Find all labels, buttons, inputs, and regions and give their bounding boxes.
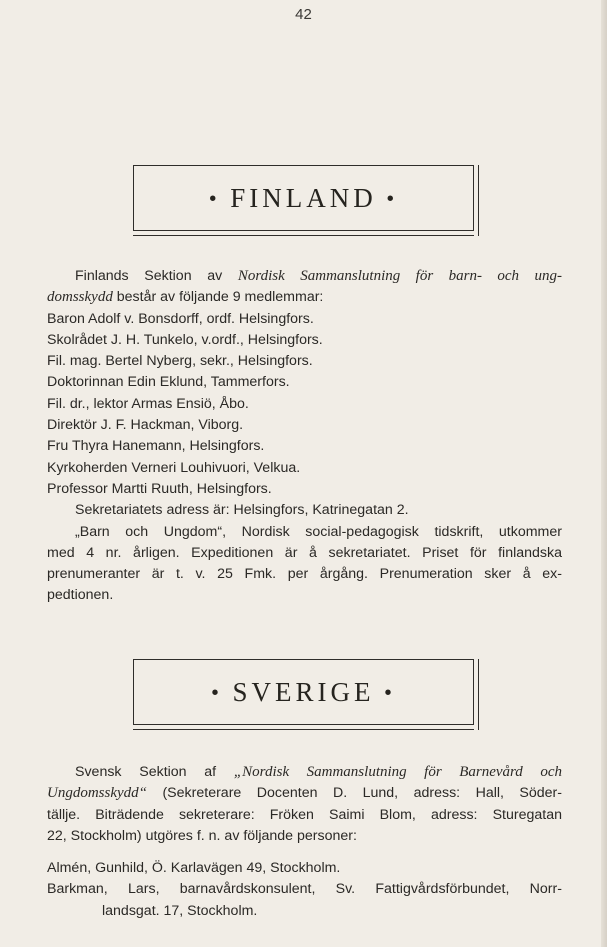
sverige-intro-line-1: Svensk Sektion af „Nordisk Sammanslutning för Barnevård och bbox=[75, 764, 562, 780]
finland-intro-line-2: domsskydd består av följande 9 medlemmar: bbox=[47, 289, 324, 306]
finland-journal-line-4: pedtionen. bbox=[47, 587, 114, 604]
finland-intro-line-1: Finlands Sektion av Nordisk Sammanslutning för barn- och ung- bbox=[75, 268, 562, 284]
finland-member: Baron Adolf v. Bonsdorff, ordf. Helsingfors. bbox=[47, 310, 314, 327]
bullet-icon: • bbox=[211, 681, 223, 704]
sverige-intro-line-3: tällje. Biträdende sekreterare: Fröken Saimi Blom, adress: Sturegatan bbox=[47, 806, 562, 823]
bullet-icon: • bbox=[384, 681, 396, 704]
finland-member: Fru Thyra Hanemann, Helsingfors. bbox=[47, 438, 265, 455]
sverige-section bbox=[47, 762, 562, 922]
finland-member: Fil. mag. Bertel Nyberg, sekr., Helsingfors. bbox=[47, 353, 313, 370]
finland-member: Fil. dr., lektor Armas Ensiö, Åbo. bbox=[47, 395, 249, 412]
page-edge bbox=[601, 0, 607, 947]
finland-section bbox=[47, 266, 562, 607]
page-number: 42 bbox=[295, 6, 312, 23]
sverige-member: Barkman, Lars, barnavårdskonsulent, Sv. Fattigvårdsförbundet, Norr- bbox=[47, 881, 562, 898]
sverige-heading: • SVERIGE • bbox=[211, 676, 396, 707]
finland-member: Professor Martti Ruuth, Helsingfors. bbox=[47, 480, 272, 497]
finland-journal-line-2: med 4 nr. årligen. Expeditionen är å sekretariatet. Priset för finlandska bbox=[47, 544, 562, 561]
finland-heading: • FINLAND • bbox=[209, 182, 398, 213]
finland-journal-line-1: „Barn och Ungdom“, Nordisk social-pedagogisk tidskrift, utkommer bbox=[75, 523, 562, 540]
sverige-heading-box bbox=[133, 659, 474, 725]
sverige-member: Almén, Gunhild, Ö. Karlavägen 49, Stockholm. bbox=[47, 860, 341, 877]
finland-member: Kyrkoherden Verneri Louhivuori, Velkua. bbox=[47, 459, 301, 476]
finland-address: Sekretariatets adress är: Helsingfors, Katrinegatan 2. bbox=[75, 502, 409, 519]
sverige-intro-line-4: 22, Stockholm) utgöres f. n. av följande personer: bbox=[47, 827, 357, 844]
bullet-icon: • bbox=[209, 187, 221, 210]
finland-member: Direktör J. F. Hackman, Viborg. bbox=[47, 417, 244, 434]
sverige-member-continuation: landsgat. 17, Stockholm. bbox=[102, 902, 258, 919]
finland-heading-box bbox=[133, 165, 474, 231]
finland-member: Doktorinnan Edin Eklund, Tammerfors. bbox=[47, 374, 290, 391]
sverige-intro-line-2: Ungdomsskydd“ (Sekreterare Docenten D. Lund, adress: Hall, Söder- bbox=[47, 785, 562, 802]
bullet-icon: • bbox=[386, 187, 398, 210]
finland-member: Skolrådet J. H. Tunkelo, v.ordf., Helsingfors. bbox=[47, 331, 323, 348]
finland-journal-line-3: prenumeranter är t. v. 25 Fmk. per årgång. Prenumeration sker å ex- bbox=[47, 566, 562, 583]
